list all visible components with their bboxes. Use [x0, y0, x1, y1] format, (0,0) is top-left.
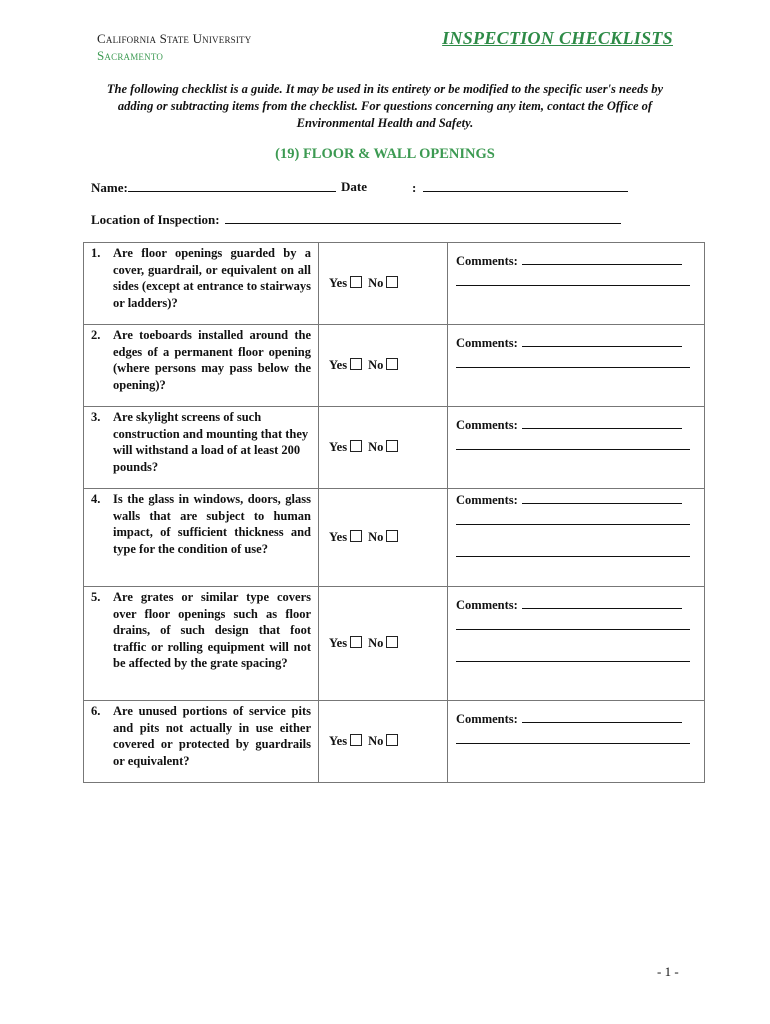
- comments-label: Comments:: [456, 493, 518, 507]
- item-number: 4.: [91, 492, 101, 506]
- yes-checkbox[interactable]: [350, 440, 362, 452]
- no-label: No: [368, 276, 384, 290]
- item-number: 2.: [91, 328, 101, 342]
- comments-label: Comments:: [456, 598, 518, 612]
- yes-label: Yes: [329, 358, 348, 372]
- item-question: Are skylight screens of such construction and mounting that they will withstand a load of at least 200 pounds?: [113, 410, 309, 474]
- header-university-block: [97, 30, 251, 64]
- date-colon: :: [412, 180, 417, 195]
- answer-cell: [319, 587, 448, 701]
- page-number: - 1 -: [657, 964, 679, 979]
- comments-label: Comments:: [456, 712, 518, 726]
- no-checkbox[interactable]: [386, 276, 398, 288]
- answer-cell: [319, 407, 448, 489]
- comments-cell: [448, 701, 705, 783]
- no-checkbox[interactable]: [386, 530, 398, 542]
- yes-label: Yes: [329, 276, 348, 290]
- comments-cell: [448, 243, 705, 325]
- checklist-row: [84, 243, 705, 325]
- comments-input-line[interactable]: [522, 416, 682, 429]
- checklist-row: [84, 407, 705, 489]
- answer-cell: [319, 325, 448, 407]
- yes-checkbox[interactable]: [350, 530, 362, 542]
- no-label: No: [368, 530, 384, 544]
- no-checkbox[interactable]: [386, 734, 398, 746]
- item-question: Are toeboards installed around the edges of a permanent floor opening (where persons may pass below the opening)?: [113, 328, 311, 392]
- comments-input-line[interactable]: [522, 710, 682, 723]
- item-question: Are unused portions of service pits and pits not actually in use either covered or protected by guardrails or equivalent?: [113, 704, 311, 768]
- no-label: No: [368, 734, 384, 748]
- comments-label: Comments:: [456, 336, 518, 350]
- name-field-row: [91, 179, 336, 196]
- no-checkbox[interactable]: [386, 440, 398, 452]
- answer-cell: [319, 243, 448, 325]
- comments-input-line[interactable]: [522, 334, 682, 347]
- checklist-row: [84, 701, 705, 783]
- yes-checkbox[interactable]: [350, 276, 362, 288]
- comments-extra-line[interactable]: [456, 628, 690, 630]
- no-label: No: [368, 440, 384, 454]
- campus-name: Sacramento: [97, 48, 164, 63]
- item-question: Are grates or similar type covers over floor openings such as floor drains, of such design that foot traffic or rolling equipment will not be affected by the grate spacing?: [113, 590, 311, 670]
- answer-cell: [319, 489, 448, 587]
- checklist-row: [84, 587, 705, 701]
- date-label: Date: [341, 179, 367, 194]
- comments-extra-line[interactable]: [456, 523, 690, 525]
- comments-extra-line[interactable]: [456, 555, 690, 557]
- checklist-row: [84, 325, 705, 407]
- university-name: California State University: [97, 31, 252, 46]
- item-number: 1.: [91, 246, 101, 260]
- comments-extra-line[interactable]: [456, 742, 690, 744]
- date-field-row: [412, 179, 628, 196]
- yes-checkbox[interactable]: [350, 636, 362, 648]
- name-input-line[interactable]: [128, 179, 336, 192]
- comments-label: Comments:: [456, 418, 518, 432]
- comments-extra-line[interactable]: [456, 660, 690, 662]
- question-cell: [84, 489, 319, 587]
- yes-checkbox[interactable]: [350, 358, 362, 370]
- yes-label: Yes: [329, 734, 348, 748]
- comments-input-line[interactable]: [522, 491, 682, 504]
- comments-input-line[interactable]: [522, 252, 682, 265]
- question-cell: [84, 701, 319, 783]
- answer-cell: [319, 701, 448, 783]
- question-cell: [84, 243, 319, 325]
- comments-cell: [448, 325, 705, 407]
- document-title: INSPECTION CHECKLISTS: [442, 28, 673, 48]
- location-label: Location of Inspection:: [91, 212, 220, 227]
- checklist-table: [83, 242, 705, 783]
- section-title: (19) FLOOR & WALL OPENINGS: [275, 146, 495, 162]
- date-input-line[interactable]: [423, 179, 628, 192]
- comments-extra-line[interactable]: [456, 448, 690, 450]
- comments-extra-line[interactable]: [456, 366, 690, 368]
- no-checkbox[interactable]: [386, 636, 398, 648]
- item-number: 5.: [91, 590, 101, 604]
- question-cell: [84, 407, 319, 489]
- checklist-row: [84, 489, 705, 587]
- item-number: 3.: [91, 410, 101, 424]
- comments-cell: [448, 407, 705, 489]
- comments-cell: [448, 587, 705, 701]
- location-field-row: [91, 211, 621, 228]
- yes-label: Yes: [329, 636, 348, 650]
- intro-paragraph: The following checklist is a guide. It may be used in its entirety or be modified to the specific user's needs by adding or subtracting items from the checklist. For questions concerning any item, contact the Office of Environmental Health and Safety.: [106, 82, 664, 130]
- yes-label: Yes: [329, 440, 348, 454]
- item-question: Is the glass in windows, doors, glass walls that are subject to human impact, of sufficient thickness and type for the condition of use?: [113, 492, 311, 556]
- item-question: Are floor openings guarded by a cover, guardrail, or equivalent on all sides (except at entrance to stairways or ladders)?: [113, 246, 311, 310]
- name-label: Name:: [91, 180, 128, 195]
- no-checkbox[interactable]: [386, 358, 398, 370]
- comments-cell: [448, 489, 705, 587]
- item-number: 6.: [91, 704, 101, 718]
- no-label: No: [368, 358, 384, 372]
- no-label: No: [368, 636, 384, 650]
- location-input-line[interactable]: [225, 211, 621, 224]
- comments-extra-line[interactable]: [456, 284, 690, 286]
- comments-label: Comments:: [456, 254, 518, 268]
- comments-input-line[interactable]: [522, 596, 682, 609]
- question-cell: [84, 325, 319, 407]
- yes-checkbox[interactable]: [350, 734, 362, 746]
- question-cell: [84, 587, 319, 701]
- yes-label: Yes: [329, 530, 348, 544]
